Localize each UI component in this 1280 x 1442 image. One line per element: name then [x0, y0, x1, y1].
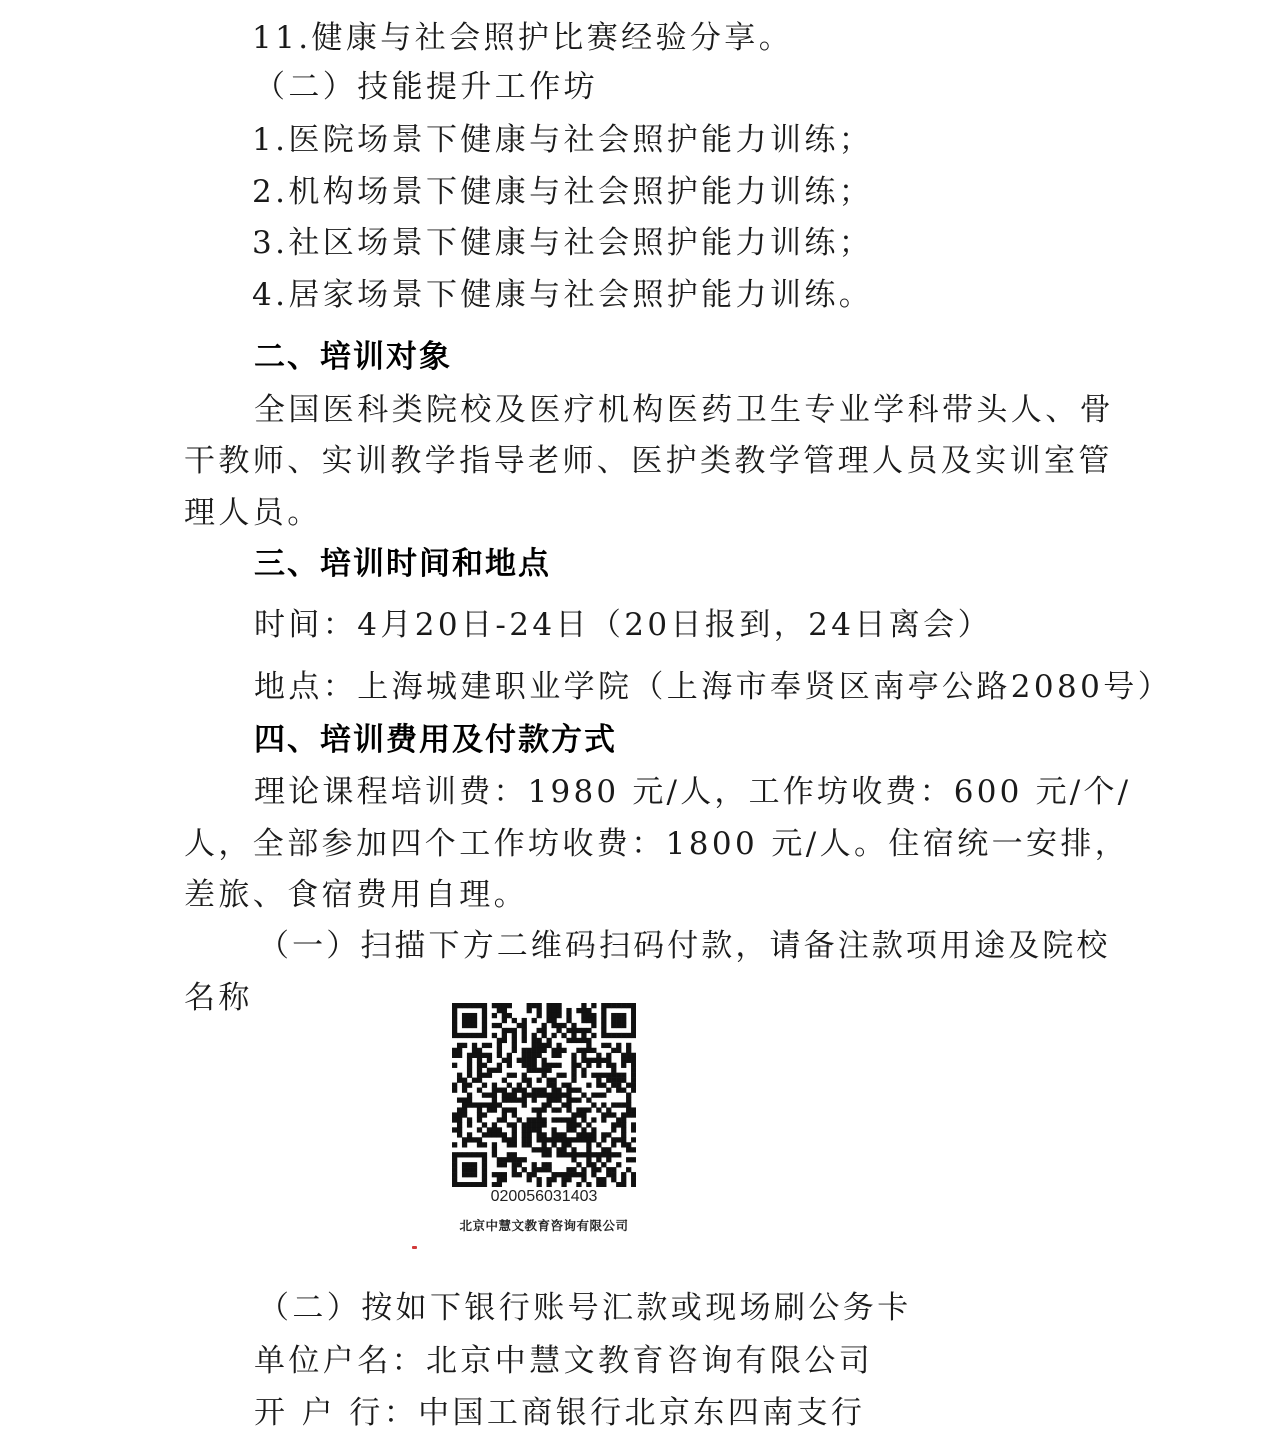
- item-11: 11.健康与社会照护比赛经验分享。: [252, 20, 794, 56]
- participants-line-1: 全国医科类院校及医疗机构医药卫生专业学科带头人、骨: [254, 392, 1114, 428]
- training-place: 地点：上海城建职业学院（上海市奉贤区南亭公路2080号）: [254, 669, 1173, 705]
- section-heading-fees: 四、培训费用及付款方式: [254, 722, 617, 758]
- fee-line-1: [254, 772, 1132, 812]
- account-name: 单位户名：北京中慧文教育咨询有限公司: [254, 1343, 874, 1379]
- qr-payment-heading-2: 名称: [184, 980, 253, 1016]
- workshop-item-1: 1.医院场景下健康与社会照护能力训练；: [252, 122, 874, 158]
- qr-code-image: [452, 1003, 636, 1187]
- fee-line-3: 差旅、食宿费用自理。: [184, 877, 528, 913]
- workshop-item-2: 2.机构场景下健康与社会照护能力训练；: [252, 174, 874, 210]
- workshop-heading: （二）技能提升工作坊: [254, 69, 598, 105]
- qr-company-name: 北京中慧文教育咨询有限公司: [459, 1218, 629, 1233]
- fee-line-1-text: 理论课程培训费：1980 元/人，工作坊收费：600 元/个/: [254, 774, 1132, 810]
- qr-number: 020056031403: [490, 1188, 598, 1205]
- bank-name: 开 户 行：中国工商银行北京东四南支行: [254, 1395, 866, 1431]
- red-mark: [412, 1246, 417, 1249]
- training-time: 时间：4月20日-24日（20日报到，24日离会）: [254, 607, 992, 643]
- section-heading-participants: 二、培训对象: [254, 339, 452, 375]
- bank-transfer-heading: （二）按如下银行账号汇款或现场刷公务卡: [258, 1290, 912, 1326]
- section-heading-time-place: 三、培训时间和地点: [254, 546, 551, 582]
- participants-line-2: 干教师、实训教学指导老师、医护类教学管理人员及实训室管: [184, 443, 1113, 479]
- qr-payment-heading-1: （一）扫描下方二维码扫码付款，请备注款项用途及院校: [258, 928, 1111, 964]
- workshop-item-3: 3.社区场景下健康与社会照护能力训练；: [252, 225, 874, 261]
- payment-qr-code: [452, 1003, 636, 1187]
- workshop-item-4: 4.居家场景下健康与社会照护能力训练。: [252, 277, 874, 313]
- fee-line-2: 人，全部参加四个工作坊收费：1800 元/人。住宿统一安排，: [184, 826, 1130, 862]
- participants-line-3: 理人员。: [184, 495, 322, 531]
